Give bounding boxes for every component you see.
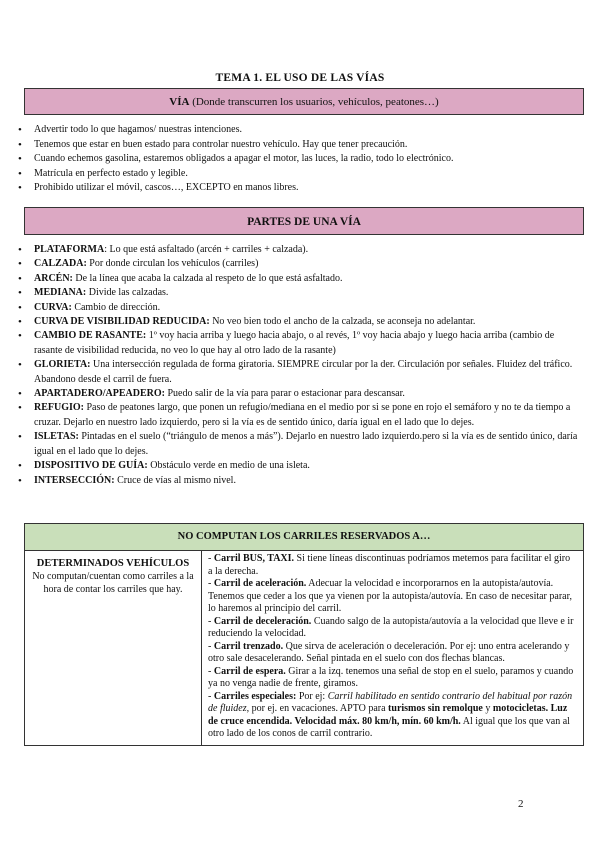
via-header — [24, 88, 584, 115]
lane-item: - Carril de aceleración. Adecuar la velocidad e incorporarnos en la autopista/autovía. Tenemos que ceder a los que ya vienen por la autopista/autovía. En caso de necesitar parar, lo haremos al principio del carril. — [208, 578, 573, 614]
via-bullet-list — [18, 123, 578, 196]
lane-text: Que sirva de aceleración o deceleración. Por ej: uno entra acelerando y otro sale desacelerando. Señal pintada en el suelo con dos flechas blancas. — [208, 640, 570, 664]
via-header-bold: VÍA — [169, 96, 190, 108]
lane-text: y — [482, 703, 493, 714]
left-cell — [25, 551, 202, 746]
page-number: 2 — [518, 798, 524, 810]
list-item — [18, 329, 578, 358]
definition: Pintadas en el suelo (“triángulo de menos a más”). Dejarlo en nuestro lado izquierdo.pero si la vía es de sentido único, daría igual en el lado que lo dejes. — [34, 431, 578, 457]
definition: Puedo salir de la vía para parar o estacionar para descansar. — [164, 388, 405, 400]
list-item — [18, 401, 578, 430]
lane-text: Al igual que los que van al otro lado de los conos de carril contrario. — [208, 715, 570, 739]
term: REFUGIO: — [34, 402, 84, 414]
term: CAMBIO DE RASANTE: — [34, 330, 147, 342]
table-header: NO COMPUTAN LOS CARRILES RESERVADOS A… — [25, 524, 584, 551]
definition: Una intersección regulada de forma giratoria. SIEMPRE circular por la der. Circulación por señales. Fluidez del tráfico. Abandono desde el carril de fuera. — [34, 359, 573, 385]
lane-text: Girar a la izq. tenemos una señal de stop en el suelo, paramos y cuando ya no venga nadie de frente, giramos. — [208, 665, 574, 689]
carriles-table — [24, 523, 584, 746]
term: INTERSECCIÓN: — [34, 474, 115, 486]
lane-term: Carril de aceleración. — [213, 578, 307, 589]
list-item: • Prohibido utilizar el móvil, cascos…, EXCEPTO en manos libres. — [18, 181, 578, 196]
definition: Cambio de dirección. — [71, 301, 161, 313]
left-text: No computan/cuentan como carriles a la hora de contar los carriles que hay. — [32, 571, 194, 595]
lane-term: Carriles especiales: — [213, 690, 297, 702]
right-cell — [202, 551, 584, 746]
lane-item: - Carril BUS, TAXI. Si tiene líneas discontinuas podríamos metemos para facilitar el giro a la derecha. — [208, 553, 571, 577]
lane-text: Si tiene líneas discontinuas podríamos metemos para facilitar el giro a la derecha. — [208, 553, 571, 577]
lane-term: Carril de espera. — [213, 665, 286, 677]
lane-term: Carril BUS, TAXI. — [213, 553, 295, 564]
lane-italic: Carril habilitado en sentido contrario del habitual por razón de fluidez, — [208, 690, 573, 714]
definition: Divide las calzadas. — [86, 287, 169, 299]
term: CURVA: — [34, 301, 72, 313]
definition: Cruce de vías al mismo nivel. — [114, 474, 236, 486]
lane-term: Carril trenzado. — [213, 640, 284, 652]
lane-bold: motocicletas. Luz de cruce encendida. Velocidad máx. 80 km/h, mín. 60 km/h. — [208, 703, 568, 727]
term: MEDIANA: — [34, 287, 87, 299]
via-header-rest: (Donde transcurren los usuarios, vehículos, peatones…) — [189, 96, 439, 108]
term: APARTADERO/APEADERO: — [34, 388, 165, 400]
list-item — [18, 474, 578, 488]
lane-text: Cuando salgo de la autopista/autovía a la velocidad que lleve e ir reduciendo la velocidad. — [208, 615, 574, 639]
list-item — [18, 315, 578, 329]
definition: : Lo que está asfaltado (arcén + carriles + calzada). — [104, 244, 309, 255]
definition: No veo bien todo el ancho de la calzada, se aconseja no adelantar. — [209, 316, 476, 328]
definition: Obstáculo verde en medio de una isleta. — [147, 460, 310, 472]
term: CURVA DE VISIBILIDAD REDUCIDA: — [34, 316, 210, 328]
list-item — [18, 459, 578, 473]
term: ISLETAS: — [34, 431, 79, 443]
list-item — [18, 243, 578, 257]
term: CALZADA: — [34, 258, 87, 270]
list-item — [18, 387, 578, 401]
page-title: TEMA 1. EL USO DE LAS VÍAS — [215, 72, 385, 84]
term: DISPOSITIVO DE GUÍA: — [34, 460, 148, 472]
lane-item: - Carril trenzado. Que sirva de aceleración o deceleración. Por ej: uno entra acelerando y otro sale desacelerando. Señal pintada en el suelo con dos flechas blancas. — [208, 640, 570, 664]
list-item: • Matrícula en perfecto estado y legible. — [18, 167, 578, 182]
lane-item: - Carril de deceleración. Cuando salgo de la autopista/autovía a la velocidad que lleve e ir reduciendo la velocidad. — [208, 615, 574, 639]
list-item — [18, 272, 578, 286]
lane-text: Por ej: — [296, 690, 328, 702]
partes-list — [18, 243, 578, 488]
definition: De la línea que acaba la calzada al respeto de lo que está asfaltado. — [72, 272, 343, 284]
definition: Por donde circulan los vehículos (carriles) — [86, 258, 259, 270]
list-item — [18, 358, 578, 387]
definition: Paso de peatones largo, que ponen un refugio/mediana en el medio por si se pone en rojo el semáforo y no te da tiempo a cruzar. Dejarlo en nuestro lado izquierdo, pero si la vía es de sentido único, daría igual en el lado que lo dejes. — [34, 402, 571, 428]
lane-item: - Carril de espera. Girar a la izq. tenemos una señal de stop en el suelo, paramos y cuando ya no venga nadie de frente, giramos. — [208, 665, 574, 689]
definition: 1º voy hacia arriba y luego hacia abajo, o al revés, 1º voy hacia abajo y luego hacia arriba (cambio de rasante de visibilidad reducida, no veo lo que hay al otro lado de la rasante) — [34, 330, 555, 356]
list-item — [18, 430, 578, 459]
left-title: DETERMINADOS VEHÍCULOS — [36, 558, 190, 569]
list-item: • Tenemos que estar en buen estado para controlar nuestro vehículo. Hay que tener precaución. — [18, 138, 578, 153]
lane-item-special: - Carriles especiales: Por ej: Carril habilitado en sentido contrario del habitual por razón de fluidez, por ej. en vacaciones. APTO para turismos sin remolque y motocicletas. Luz de cruce encendida. Velocidad máx. 80 km/h, mín. 60 km/h. Al igual que los que van al otro lado de los conos de carril contrario. — [208, 690, 573, 739]
lane-text: por ej. en vacaciones. APTO para — [249, 703, 389, 714]
list-item — [18, 301, 578, 315]
lane-bold: turismos sin remolque — [388, 703, 483, 714]
term: PLATAFORMA — [34, 244, 105, 255]
list-item: • Cuando echemos gasolina, estaremos obligados a apagar el motor, las luces, la radio, todo lo electrónico. — [18, 152, 578, 167]
partes-header: PARTES DE UNA VÍA — [24, 207, 584, 235]
list-item — [18, 286, 578, 300]
list-item: • Advertir todo lo que hagamos/ nuestras intenciones. — [18, 123, 578, 138]
list-item — [18, 257, 578, 271]
lane-text: Adecuar la velocidad e incorporarnos en la autopista/autovía. Tenemos que ceder a los que ya vienen por la autopista/autovía. En caso de necesitar parar, lo haremos al principio del carril. — [208, 578, 573, 614]
term: GLORIETA: — [34, 359, 91, 371]
term: ARCÉN: — [34, 272, 73, 284]
lane-term: Carril de deceleración. — [213, 615, 312, 627]
